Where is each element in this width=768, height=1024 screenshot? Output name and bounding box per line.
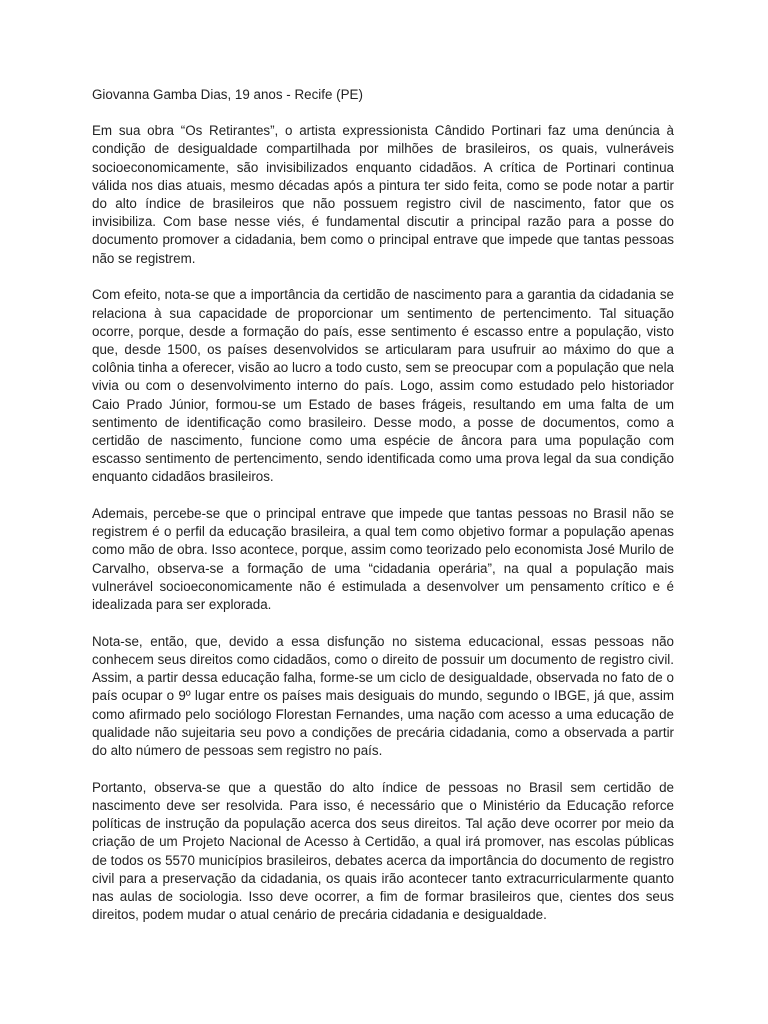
essay-document: [92, 86, 674, 943]
paragraph-development-2: Ademais, percebe-se que o principal entrave que impede que tantas pessoas no Brasil não se registrem é o perfil da educação brasileira, a qual tem como objetivo formar a população apenas como mão de obra. Isso acontece, porque, assim como teorizado pelo economista José Murilo de Carvalho, observa-se a formação de uma “cidadania operária”, na qual a população mais vulnerável socioeconomicamente não é estimulada a desenvolver um pensamento crítico e é idealizada para ser explorada.: [92, 506, 674, 613]
paragraph-development-3: Nota-se, então, que, devido a essa disfunção no sistema educacional, essas pessoas não conhecem seus direitos como cidadãos, como o direito de possuir um documento de registro civil. Assim, a partir dessa educação falha, forme-se um ciclo de desigualdade, observada no fato de o país ocupar o 9º lugar entre os países mais desiguais do mundo, segundo o IBGE, já que, assim como afirmado pelo sociólogo Florestan Fernandes, uma nação com acesso a uma educação de qualidade não sujeitaria seu povo a condições de precária cidadania, como a observada a partir do alto número de pessoas sem registro no país.: [92, 633, 674, 758]
author-line: Giovanna Gamba Dias, 19 anos - Recife (PE): [92, 87, 363, 102]
paragraph-development-1: Com efeito, nota-se que a importância da certidão de nascimento para a garantia da cidadania se relaciona à sua capacidade de proporcionar um sentimento de pertencimento. Tal situação ocorre, porque, desde a formação do país, esse sentimento é escasso entre a população, visto que, desde 1500, os países desenvolvidos se articularam para usufruir ao máximo do que a colônia tinha a oferecer, visão ao lucro a todo custo, sem se preocupar com a população que nela vivia ou com o desenvolvimento interno do país. Logo, assim como estudado pelo historiador Caio Prado Júnior, formou-se um Estado de bases frágeis, resultando em uma falta de um sentimento de identificação como brasileiro. Desse modo, a posse de documentos, como a certidão de nascimento, funcione como uma espécie de âncora para uma população com escasso sentimento de pertencimento, sendo identificada como uma prova legal da sua condição enquanto cidadãos brasileiros.: [92, 287, 674, 485]
paragraph-introduction: Em sua obra “Os Retirantes”, o artista expressionista Cândido Portinari faz uma denúncia à condição de desigualdade compartilhada por milhões de brasileiros, os quais, vulneráveis socioeconomicamente, são invisibilizados enquanto cidadãos. A crítica de Portinari continua válida nos dias atuais, mesmo décadas após a pintura ter sido feita, como se pode notar a partir do alto índice de brasileiros que não possuem registro civil de nascimento, fator que os invisibiliza. Com base nesse viés, é fundamental discutir a principal razão para a posse do documento promover a cidadania, bem como o principal entrave que impede que tantas pessoas não se registrem.: [92, 123, 674, 266]
paragraph-conclusion: Portanto, observa-se que a questão do alto índice de pessoas no Brasil sem certidão de nascimento deve ser resolvida. Para isso, é necessário que o Ministério da Educação reforce políticas de instrução da população acerca dos seus direitos. Tal ação deve ocorrer por meio da criação de um Projeto Nacional de Acesso à Certidão, a qual irá promover, nas escolas públicas de todos os 5570 municípios brasileiros, debates acerca da importância do documento de registro civil para a preservação da cidadania, os quais irão acontecer tanto extracurricularmente quanto nas aulas de sociologia. Isso deve ocorrer, a fim de formar brasileiros que, cientes dos seus direitos, podem mudar o atual cenário de precária cidadania e desigualdade.: [92, 779, 674, 923]
